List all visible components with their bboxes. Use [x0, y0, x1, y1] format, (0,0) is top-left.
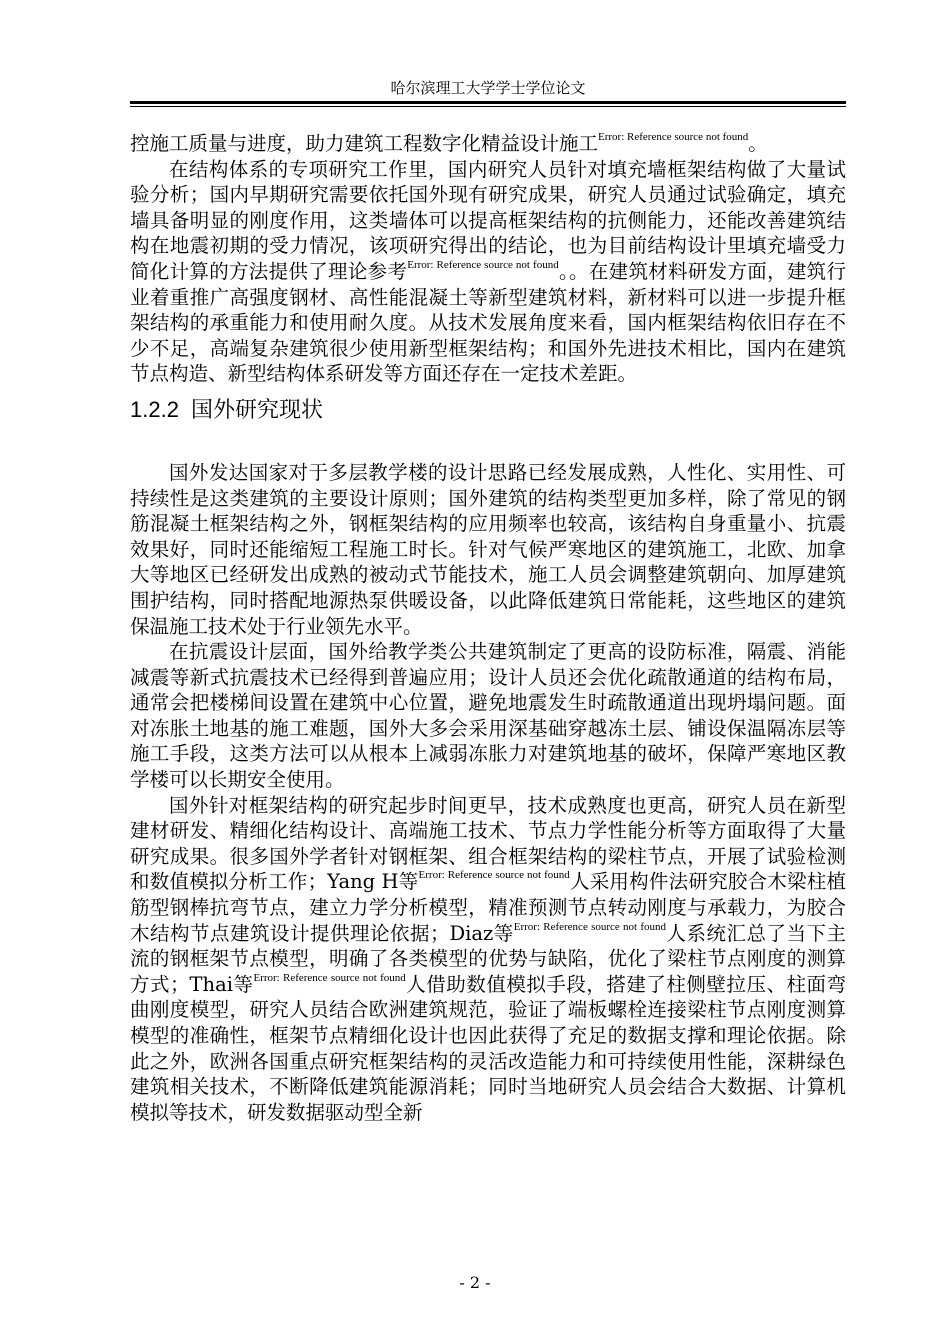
paragraph: 国外针对框架结构的研究起步时间更早，技术成熟度也更高，研究人员在新型建材研发、精细化结构设计、高端施工技术、节点力学性能分析等方面取得了大量研究成果。很多国外学者针对钢框架、组合框架结构的梁柱节点，开展了试验检测和数值模拟分析工作；Yang H等$^{Error: Reference source not found}$人采用构件法研究胶合木梁柱植筋型钢棒抗弯节点，建立力学分析模型，精准预测节点转动刚度与承载力，为胶合木结构节点建筑设计提供理论依据；Diaz等$^{Error: Reference source not found}$人系统汇总了当下主流的钢框架节点模型，明确了各类模型的优势与缺陷，优化了梁柱节点刚度的测算方式；Thai等$^{Error: Reference source not found}$人借助数值模拟手段，搭建了柱侧壁拉压、柱面弯曲刚度模型，研究人员结合欧洲建筑规范，验证了端板螺栓连接梁柱节点刚度测算模型的准确性，框架节点精细化设计也因此获得了充足的数据支撑和理论依据。除此之外，欧洲各国重点研究框架结构的灵活改造能力和可持续使用性能，深耕绿色建筑相关技术，不断降低建筑能源消耗；同时当地研究人员会结合大数据、计算机模拟等技术，研发数据驱动型全新	[130, 793, 846, 1124]
paragraph: 在抗震设计层面，国外给教学类公共建筑制定了更高的设防标准，隔震、消能减震等新式抗震技术已经得到普遍应用；设计人员还会优化疏散通道的结构布局，通常会把楼梯间设置在建筑中心位置，避免地震发生时疏散通道出现坍塌问题。面对冻胀土地基的施工难题，国外大多会采用深基础穿越冻土层、铺设保温隔冻层等施工手段，这类方法可以从根本上减弱冻胀力对建筑地基的破坏，保障严寒地区教学楼可以长期安全使用。	[130, 640, 846, 792]
paragraph: 国外发达国家对于多层教学楼的设计思路已经发展成熟，人性化、实用性、可持续性是这类建筑的主要设计原则；国外建筑的结构类型更加多样，除了常见的钢筋混凝土框架结构之外，钢框架结构的应用频率也较高，该结构自身重量小、抗震效果好，同时还能缩短工程施工时长。针对气候严寒地区的建筑施工，北欧、加拿大等地区已经研发出成熟的被动式节能技术，施工人员会调整建筑朝向、加厚建筑围护结构，同时搭配地源热泵供暖设备，以此降低建筑日常能耗，这些地区的建筑保温施工技术处于行业领先水平。	[130, 460, 846, 638]
reference-error: Error: Reference source not found	[407, 258, 559, 271]
page-body	[130, 131, 846, 1125]
reference-error: Error: Reference source not found	[418, 869, 570, 882]
section-title: 国外研究现状	[190, 397, 323, 423]
reference-error: Error: Reference source not found	[513, 920, 666, 933]
header-rule-thin	[130, 106, 846, 107]
reference-error: Error: Reference source not found	[253, 971, 406, 984]
header-rule-thick	[130, 101, 846, 104]
paragraph: 控施工质量与进度，助力建筑工程数字化精益设计施工$^{Error: Reference source not found}$。	[130, 131, 768, 155]
reference-error: Error: Reference source not found	[598, 131, 749, 143]
section-number: 1.2.2	[130, 396, 179, 422]
running-header: 哈尔滨理工大学学士学位论文	[390, 79, 586, 97]
section-heading	[130, 395, 846, 426]
paragraph: 在结构体系的专项研究工作里，国内研究人员针对填充墙框架结构做了大量试验分析；国内早期研究需要依托国外现有研究成果，研究人员通过试验确定，填充墙具备明显的刚度作用，这类墙体可以提高框架结构的抗侧能力，还能改善建筑结构在地震初期的受力情况，该项研究得出的结论，也为目前结构设计里填充墙受力简化计算的方法提供了理论参考$^{Error: Reference source not found}$。。在建筑材料研发方面，建筑行业着重推广高强度钢材、高性能混凝土等新型建筑材料，新材料可以进一步提升框架结构的承重能力和使用耐久度。从技术发展角度来看，国内框架结构依旧存在不少不足，高端复杂建筑很少使用新型框架结构；和国外先进技术相比，国内在建筑节点构造、新型结构体系研发等方面还存在一定技术差距。	[130, 157, 846, 386]
page-number: - 2 -	[459, 1273, 491, 1292]
